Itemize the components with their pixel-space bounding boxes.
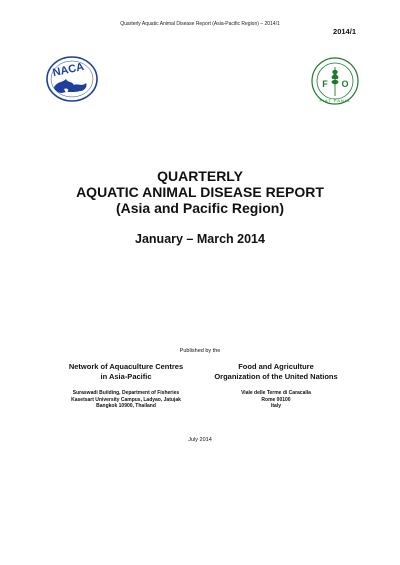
fao-logo-motto: FIAT PANIS xyxy=(319,98,351,103)
publisher-naca-name-2: in Asia-Pacific xyxy=(100,371,152,381)
publisher-naca-address-2: Kasetsart University Campus, Ladyao, Jatujak xyxy=(71,396,181,403)
title-line-1: QUARTERLY xyxy=(157,168,243,184)
title-line-2: AQUATIC ANIMAL DISEASE REPORT xyxy=(76,184,324,200)
title-line-3: (Asia and Pacific Region) xyxy=(115,200,285,216)
publisher-fao-address-3: Italy xyxy=(270,403,281,409)
publisher-naca-address-1: Suraswadi Building, Department of Fisheries xyxy=(72,390,180,396)
published-by-label: Published by the xyxy=(179,348,221,354)
naca-logo xyxy=(44,53,100,103)
issue-code: 2014/1 xyxy=(333,27,356,36)
publisher-naca xyxy=(46,362,206,410)
publisher-fao-address-2: Rome 00100 xyxy=(261,396,291,403)
fao-logo-graphic xyxy=(310,56,360,106)
fao-logo-letter-f: F xyxy=(322,79,328,89)
naca-logo-graphic xyxy=(44,53,100,103)
publisher-fao-address-1: Viale delle Terme di Caracalla xyxy=(241,390,311,396)
report-period: January – March 2014 xyxy=(135,232,265,246)
publisher-fao-name-2: Organization of the United Nations xyxy=(214,371,338,381)
running-header: Quarterly Aquatic Animal Disease Report (Asia-Pacific Region) – 2014/1 xyxy=(120,21,280,27)
publisher-naca-address-3: Bangkok 10900, Thailand xyxy=(96,403,156,409)
publisher-fao-name-1: Food and Agriculture xyxy=(238,362,314,371)
naca-logo-text: NACA xyxy=(51,60,86,80)
report-title xyxy=(0,168,400,216)
fao-logo xyxy=(310,56,360,106)
publisher-naca-name-1: Network of Aquaculture Centres xyxy=(68,362,184,371)
publication-date: July 2014 xyxy=(188,437,212,443)
publisher-fao xyxy=(196,362,356,410)
fao-logo-letter-a: A xyxy=(331,71,339,81)
fao-logo-letter-o: O xyxy=(341,79,349,89)
